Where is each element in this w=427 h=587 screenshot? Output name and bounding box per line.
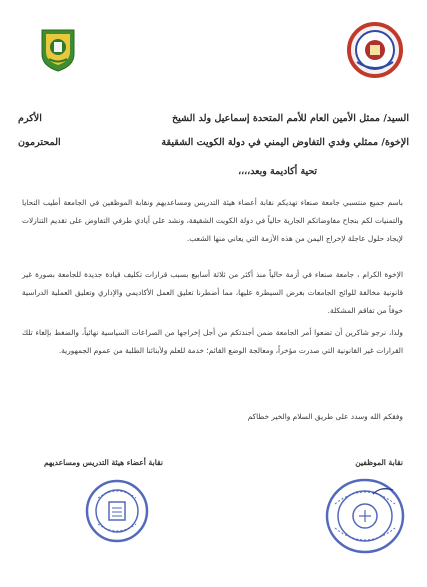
greeting: تحية أكاديمة وبعد،،،، (238, 166, 317, 177)
sanaa-university-logo-icon (345, 22, 405, 78)
address-line-1 (18, 113, 409, 124)
employees-union-signature-label: نقابة الموظفين (355, 458, 403, 467)
addressee-2: الإخوة/ ممثلي وفدي التفاوض اليمني في دولة الكويت الشقيقة (161, 137, 409, 148)
yemeni-shield-logo-icon (40, 28, 76, 72)
body-paragraph-2: الإخوة الكرام ، جامعة صنعاء في أزمة حالياً منذ أكثر من ثلاثة أسابيع بسبب قرارات تكليف قيادة جديدة للجامعة بصورة غير قانونية مخالفة للوائح الجامعات بغرض السيطرة عليها، مما أضطرنا تعليق العمل الأكاديمي والإداري وتعليق العملية الدراسية خوفاً من تفاقم المشكلة. (22, 270, 403, 315)
faculty-union-signature-label: نقابة أعضاء هيئة التدريس ومساعديهم (44, 458, 163, 467)
address-line-2 (18, 137, 409, 148)
body-paragraph-3: ولذا، نرجو شاكرين أن تضعوا أمر الجامعة ضمن أجندتكم من أجل إخراجها من الصراعات السياسية نهائياً، والضغط بإلغاء تلك القرارات غير القانونية التي صدرت مؤخراً، ومعالجة الوضع القائم؛ خدمة للعلم ولأبنائنا الطلبة من عموم الجمهورية. (22, 328, 403, 355)
faculty-union-stamp-icon (84, 478, 150, 544)
employees-union-stamp-icon (323, 476, 407, 556)
addressee-1: السيد/ ممثل الأمين العام للأمم المتحدة إسماعيل ولد الشيخ (171, 113, 409, 124)
body-paragraph-1: باسم جميع منتسبي جامعة صنعاء تهديكم نقابة أعضاء هيئة التدريس ومساعديهم ونقابة الموظفين في الجامعة أطيب التحايا والتمنيات لكم بنجاح مفاوضاتكم الجارية حالياً في دولة الكويت الشقيقة، ونشد على أيادي طرفي التفاوض على تقديم التنازلات لإيجاد حلول عاجلة لإخراج اليمن من هذه الأزمة التي يعاني منها الشعب. (22, 198, 403, 243)
addressee-1-title: الأكرم (18, 113, 42, 124)
addressee-2-title: المحترمون (18, 137, 61, 148)
closing-line: وفقكم الله وسدد على طريق السلام والخير خطاكم (247, 412, 403, 421)
